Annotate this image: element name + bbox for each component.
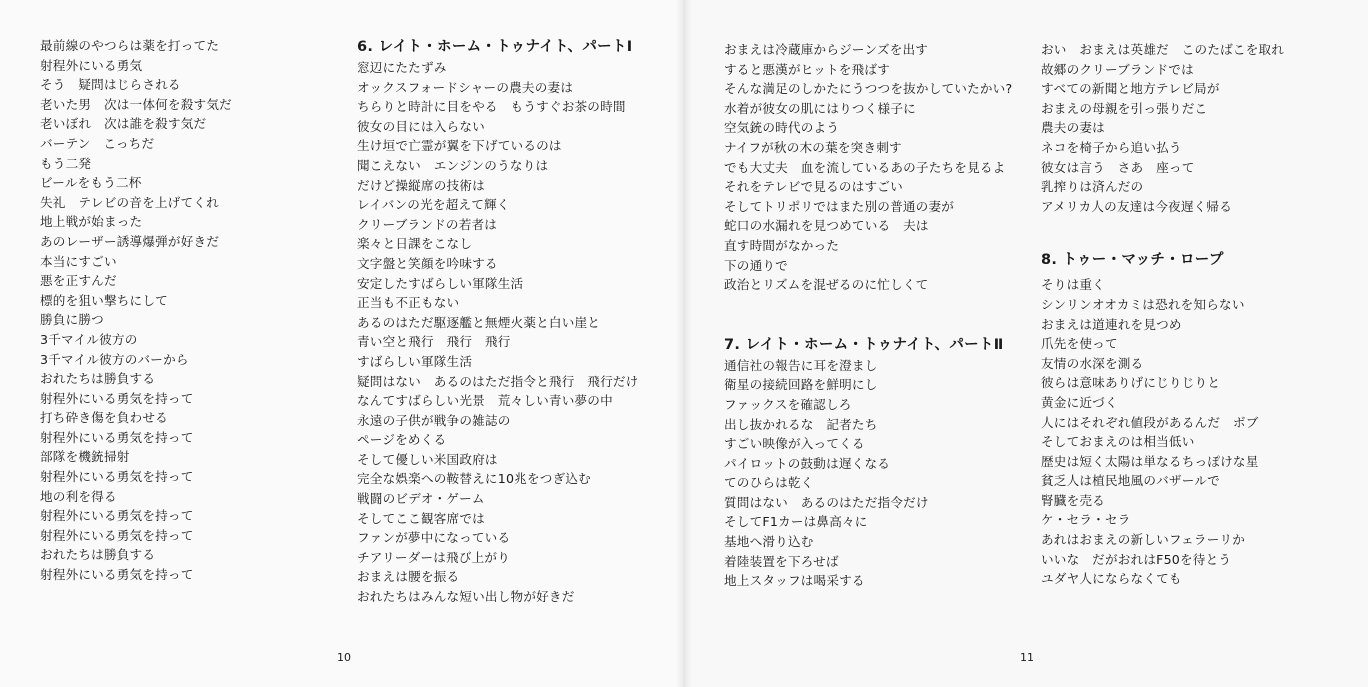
lyric-line: ナイフが秋の木の葉を突き刺す	[724, 139, 902, 155]
lyric-line: もう二発	[40, 155, 92, 171]
lyric-line: ユダヤ人にならなくても	[1041, 571, 1182, 587]
lyric-line: 射程外にいる勇気を持って	[40, 527, 194, 543]
lyric-line: おれたちは勝負する	[40, 547, 156, 563]
lyric-line: 標的を狙い撃ちにして	[40, 292, 168, 308]
lyric-line: 基地へ滑り込む	[724, 534, 814, 550]
lyric-line: すごい映像が入ってくる	[724, 436, 865, 452]
lyric-line: 安定したすばらしい軍隊生活	[357, 275, 524, 291]
lyric-line: 失礼 テレビの音を上げてくれ	[40, 194, 219, 210]
lyric-line: 爪先を使って	[1041, 336, 1118, 352]
lyric-line: 永遠の子供が戦争の雑誌の	[357, 412, 511, 428]
book-gutter	[676, 0, 692, 687]
lyric-line: 3千マイル彼方の	[40, 331, 138, 347]
lyric-line: オックスフォードシャーの農夫の妻は	[357, 79, 574, 95]
lyric-line: 農夫の妻は	[1041, 120, 1105, 136]
lyric-line: 青い空と飛行 飛行 飛行	[357, 334, 511, 350]
lyric-line: そんな満足のしかたにうつつを抜かしていたかい?	[724, 81, 1013, 97]
lyric-line: おい おまえは英雄だ このたばこを取れ	[1041, 42, 1285, 57]
lyric-line: 貧乏人は植民地風のバザールで	[1041, 473, 1220, 489]
stanza-gap	[1041, 216, 1351, 249]
lyric-line: 正当も不正もない	[357, 295, 460, 311]
lyric-line: 故郷のクリーブランドでは	[1041, 61, 1194, 77]
song-heading-8: 8. トゥー・マッチ・ロープ	[1041, 252, 1224, 269]
lyric-line: 出し抜かれるな 記者たち	[724, 416, 878, 432]
page-number-left: 10	[337, 651, 351, 664]
lyric-line: ページをめくる	[357, 432, 447, 448]
lyric-line: ファンが夢中になっている	[357, 530, 511, 546]
lyric-line: 直す時間がなかった	[724, 237, 840, 253]
lyric-line: おれたちはみんな短い出し物が好きだ	[357, 589, 575, 605]
lyric-line: そしてF1カーは鼻高々に	[724, 514, 868, 530]
lyric-line: 最前線のやつらは薬を打ってた	[40, 38, 220, 53]
lyric-line: 部隊を機銃掃射	[40, 449, 130, 465]
lyric-line: おれたちは勝負する	[40, 371, 156, 387]
lyric-line: 本当にすごい	[40, 253, 117, 269]
lyric-line: 彼女は言う さあ 座って	[1041, 159, 1195, 175]
lyric-line: 質問はない あるのはただ指令だけ	[724, 494, 929, 510]
lyric-line: なんてすばらしい光景 荒々しい青い夢の中	[357, 393, 613, 409]
song-heading-6: 6. レイト・ホーム・トゥナイト、パートⅠ	[357, 39, 633, 55]
page-number-right: 11	[1020, 651, 1034, 664]
lyric-line: ビールをもう二杯	[40, 175, 142, 191]
lyric-line: レイバンの光を超えて輝く	[357, 197, 510, 213]
lyric-line: あれはおまえの新しいフェラーリか	[1041, 532, 1246, 548]
lyric-line: 通信社の報告に耳を澄まし	[724, 357, 878, 373]
lyric-line: だけど操縦席の技術は	[357, 177, 485, 193]
lyric-line: チアリーダーは飛び上がり	[357, 549, 511, 565]
lyric-line: 黄金に近づく	[1041, 394, 1118, 410]
lyric-line: それをテレビで見るのはすごい	[724, 179, 903, 195]
lyrics-column-1	[40, 36, 300, 585]
lyric-line: 地の利を得る	[40, 488, 117, 504]
lyric-line: おまえは冷蔵庫からジーンズを出す	[724, 42, 929, 57]
lyric-line: ケ・セラ・セラ	[1041, 512, 1131, 528]
lyric-line: シンリンオオカミは恐れを知らない	[1041, 296, 1245, 312]
lyric-line: パイロットの鼓動は遅くなる	[724, 455, 891, 471]
lyric-line: 水着が彼女の肌にはりつく様子に	[724, 100, 916, 116]
lyric-line: いいな だがおれはF50を待とう	[1041, 551, 1232, 567]
right-page	[684, 0, 1368, 687]
lyric-line: 戦闘のビデオ・ゲーム	[357, 491, 485, 507]
lyrics-column-4	[1041, 40, 1351, 589]
lyric-line: 3千マイル彼方のバーから	[40, 351, 189, 367]
lyric-line: すると悪漢がヒットを飛ばす	[724, 61, 890, 77]
lyric-line: 射程外にいる勇気を持って	[40, 390, 194, 406]
lyric-line: そしておまえのは相当低い	[1041, 434, 1195, 450]
lyric-line: 衛星の接続回路を鮮明にし	[724, 377, 878, 393]
lyric-line: アメリカ人の友達は今夜遅く帰る	[1041, 198, 1233, 214]
lyric-line: 楽々と日課をこなし	[357, 236, 473, 252]
lyric-line: クリーブランドの若者は	[357, 216, 498, 232]
lyric-line: 彼女の目には入らない	[357, 118, 485, 134]
lyric-line: 打ち砕き傷を負わせる	[40, 410, 168, 426]
lyric-line: 射程外にいる勇気を持って	[40, 567, 194, 583]
song-heading-7: 7. レイト・ホーム・トゥナイト、パートⅡ	[724, 336, 1004, 353]
lyric-line: 老いぼれ 次は誰を殺す気だ	[40, 116, 207, 132]
lyric-line: ちらりと時計に目をやる もうすぐお茶の時間	[357, 99, 626, 115]
lyrics-column-2	[357, 36, 657, 607]
lyric-line: 聞こえない エンジンのうなりは	[357, 157, 549, 173]
lyric-line: 地上戦が始まった	[40, 214, 143, 230]
lyric-line: ネコを椅子から追い払う	[1041, 139, 1182, 155]
lyric-line: あるのはただ駆逐艦と無煙火薬と白い崖と	[357, 314, 601, 330]
lyric-line: 完全な娯楽への鞍替えに10兆をつぎ込む	[357, 471, 591, 487]
lyric-line: 射程外にいる勇気を持って	[40, 469, 194, 485]
lyric-line: そしてここ観客席では	[357, 510, 485, 526]
lyric-line: そして優しい米国政府は	[357, 451, 498, 467]
lyric-line: あのレーザー誘導爆弾が好きだ	[40, 233, 220, 249]
stanza-gap	[724, 295, 1024, 334]
lyric-line: 彼らは意味ありげにじりじりと	[1041, 375, 1221, 391]
lyric-line: 政治とリズムを混ぜるのに忙しくて	[724, 277, 929, 293]
lyric-line: 生け垣で亡霊が翼を下げているのは	[357, 138, 562, 154]
lyric-line: ファックスを確認しろ	[724, 396, 852, 412]
lyric-line: すべての新聞と地方テレビ局が	[1041, 81, 1220, 97]
lyric-line: おまえは腰を振る	[357, 569, 460, 585]
lyric-line: 勝負に勝つ	[40, 312, 104, 328]
lyric-line: 射程外にいる勇気	[40, 57, 143, 73]
lyric-line: 射程外にいる勇気を持って	[40, 508, 194, 524]
lyrics-column-3	[724, 40, 1024, 591]
lyric-line: 着陸装置を下ろせば	[724, 553, 839, 569]
lyric-line: でも大丈夫 血を流しているあの子たちを見るよ	[724, 159, 1006, 175]
lyric-line: 文字盤と笑顔を吟味する	[357, 255, 498, 271]
lyric-line: 下の通りで	[724, 257, 788, 273]
lyric-line: 乳搾りは済んだの	[1041, 179, 1144, 195]
lyric-line: そしてトリポリではまた別の普通の妻が	[724, 198, 955, 214]
lyric-line: 窓辺にたたずみ	[357, 60, 447, 75]
lyric-line: おまえの母親を引っ張りだこ	[1041, 100, 1208, 116]
lyric-line: 老いた男 次は一体何を殺す気だ	[40, 96, 232, 112]
lyric-line: そりは重く	[1041, 277, 1105, 293]
lyric-line: 悪を正すんだ	[40, 273, 117, 289]
lyric-line: 疑問はない あるのはただ指令と飛行 飛行だけ	[357, 373, 639, 389]
lyric-line: 腎臓を売る	[1041, 492, 1105, 508]
lyric-line: 歴史は短く太陽は単なるちっぽけな星	[1041, 453, 1259, 469]
lyric-line: 地上スタッフは喝采する	[724, 573, 865, 589]
lyric-line: そう 疑問はじらされる	[40, 77, 181, 93]
lyric-line: 空気銃の時代のよう	[724, 120, 840, 136]
lyric-line: 人にはそれぞれ値段があるんだ ボブ	[1041, 414, 1259, 430]
lyric-line: すばらしい軍隊生活	[357, 353, 473, 369]
lyric-line: 射程外にいる勇気を持って	[40, 429, 194, 445]
lyric-line: 友情の水深を測る	[1041, 355, 1144, 371]
lyric-line: てのひらは乾く	[724, 475, 814, 491]
lyric-line: バーテン こっちだ	[40, 135, 155, 151]
lyric-line: 蛇口の水漏れを見つめている 夫は	[724, 218, 929, 234]
lyric-line: おまえは道連れを見つめ	[1041, 316, 1182, 332]
